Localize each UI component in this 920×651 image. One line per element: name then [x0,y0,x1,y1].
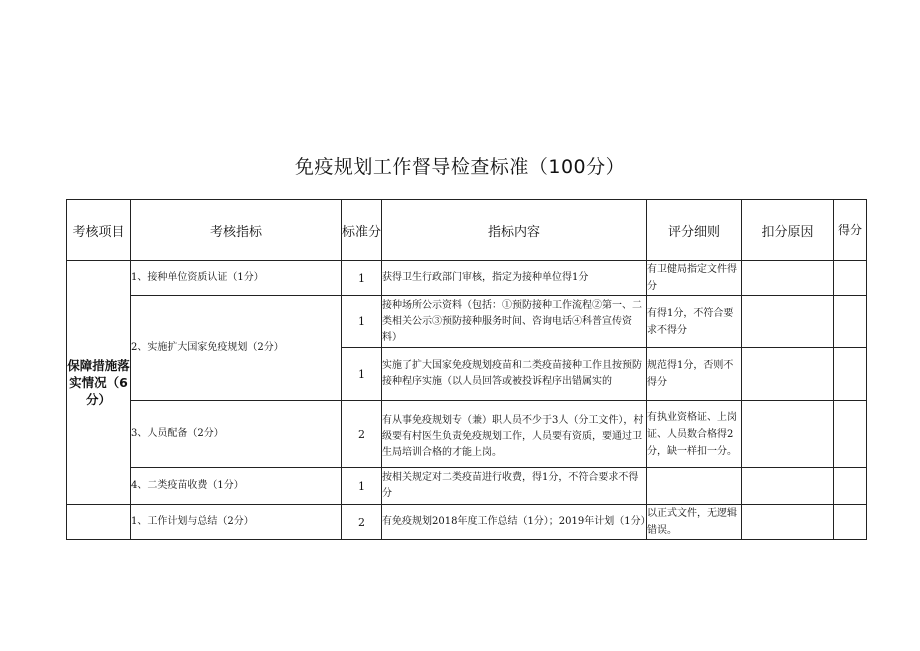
header-deduction-reason: 扣分原因 [742,200,834,261]
indicator-cell: 1、工作计划与总结（2分） [131,505,342,540]
deduction-reason-cell[interactable] [742,468,834,505]
table-row [67,468,867,505]
deduction-reason-cell[interactable] [742,296,834,348]
indicator-cell: 1、接种单位资质认证（1分） [131,261,342,296]
header-score: 得分 [834,200,867,261]
table-row [67,296,867,348]
content-cell: 接种场所公示资料（包括：①预防接种工作流程②第一、二类相关公示③预防接种服务时间、咨询电话④科普宣传资料） [382,296,647,348]
content-cell: 获得卫生行政部门审核，指定为接种单位得1分 [382,261,647,296]
page-title: 免疫规划工作督导检查标准（100分） [294,156,626,178]
category-cell: 保障措施落实情况（6分） [67,261,131,505]
header-content: 指标内容 [382,200,647,261]
score-cell[interactable] [834,261,867,296]
rule-cell: 有执业资格证、上岗证、人员数合格得2分，缺一样扣一分。 [647,401,742,468]
deduction-reason-cell[interactable] [742,401,834,468]
content-cell: 实施了扩大国家免疫规划疫苗和二类疫苗接种工作且按预防接种程序实施（以人员回答或被投诉程序出错属实的 [382,348,647,401]
table-row [67,401,867,468]
header-indicator: 考核指标 [131,200,342,261]
table-row [67,261,867,296]
standard-score-cell: 1 [342,348,382,401]
header-scoring-rules: 评分细则 [647,200,742,261]
indicator-cell: 4、二类疫苗收费（1分） [131,468,342,505]
indicator-cell: 3、人员配备（2分） [131,401,342,468]
indicator-cell: 2、实施扩大国家免疫规划（2分） [131,296,342,401]
standard-score-cell: 1 [342,296,382,348]
rule-cell: 规范得1分，否则不得分 [647,348,742,401]
standard-score-cell: 2 [342,505,382,540]
category-cell [67,505,131,540]
standard-score-cell: 1 [342,468,382,505]
content-cell: 有从事免疫规划专（兼）职人员不少于3人（分工文件），村级要有村医生负责免疫规划工作，人员要有资质，要通过卫生局培训合格的才能上岗。 [382,401,647,468]
standard-score-cell: 1 [342,261,382,296]
score-cell[interactable] [834,296,867,348]
header-category: 考核项目 [67,200,131,261]
deduction-reason-cell[interactable] [742,505,834,540]
score-cell[interactable] [834,401,867,468]
rule-cell: 有得1分，不符合要求不得分 [647,296,742,348]
content-cell: 有免疫规划2018年度工作总结（1分）；2019年计划（1分） [382,505,647,540]
score-cell[interactable] [834,348,867,401]
rule-cell [647,468,742,505]
header-standard-score: 标准分 [342,200,382,261]
standards-table [66,199,867,540]
score-cell[interactable] [834,468,867,505]
header-row [67,200,867,261]
standard-score-cell: 2 [342,401,382,468]
rule-cell: 以正式文件，无逻辑错误。 [647,505,742,540]
content-cell: 按相关规定对二类疫苗进行收费，得1分，不符合要求不得分 [382,468,647,505]
deduction-reason-cell[interactable] [742,261,834,296]
score-cell[interactable] [834,505,867,540]
table-row [67,505,867,540]
rule-cell: 有卫健局指定文件得分 [647,261,742,296]
deduction-reason-cell[interactable] [742,348,834,401]
